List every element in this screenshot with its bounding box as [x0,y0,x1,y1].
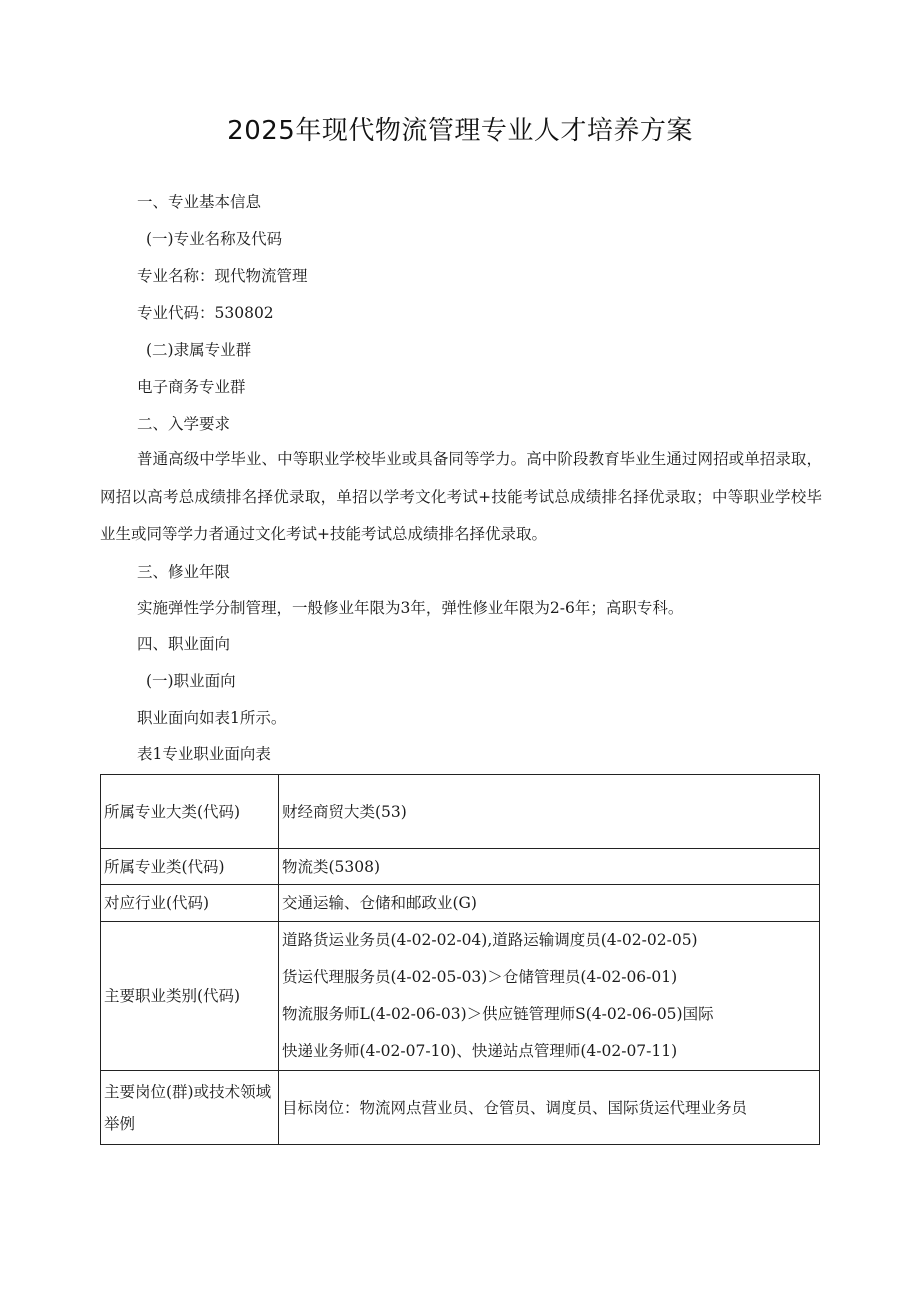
major-code: 专业代码：530802 [137,304,274,322]
section-1-heading: 一、专业基本信息 [137,193,262,211]
table-row [101,849,820,885]
major-group: 电子商务专业群 [137,378,246,396]
career-orientation-table [100,774,820,1145]
career-orientation-intro: 职业面向如表1所示。 [137,709,287,727]
table-cell-value: 财经商贸大类(53) [279,775,820,849]
table-cell-value: 交通运输、仓储和邮政业(G) [279,885,820,922]
admission-requirements-paragraph: 普通高级中学毕业、中等职业学校毕业或具备同等学力。高中阶段教育毕业生通过网招或单招录取，网招以高考总成绩排名择优录取，单招以学考文化考试+技能考试总成绩排名择优录取；中等职业学校毕业生或同等学力者通过文化考试+技能考试总成绩排名择优录取。 [100,450,822,543]
major-name: 专业名称：现代物流管理 [137,267,308,285]
table-cell-label: 主要岗位(群)或技术领域举例 [101,1071,279,1145]
table-caption: 表1专业职业面向表 [137,745,271,763]
occupation-line: 快递业务师(4-02-07-10)、快递站点管理师(4-02-07-11) [282,1042,678,1060]
table-row [101,775,820,849]
table-cell-value: 物流类(5308) [279,849,820,885]
occupation-line: 物流服务师L(4-02-06-03)＞供应链管理师S(4-02-06-05)国际 [282,1005,714,1023]
document-title: 2025年现代物流管理专业人才培养方案 [227,116,693,146]
table-cell-label: 所属专业大类(代码) [101,775,279,849]
table-cell-value: 目标岗位：物流网点营业员、仓管员、调度员、国际货运代理业务员 [279,1071,820,1145]
section-1-sub-1: (一)专业名称及代码 [146,230,283,248]
table-cell-label: 所属专业类(代码) [101,849,279,885]
occupation-line: 货运代理服务员(4-02-05-03)＞仓储管理员(4-02-06-01) [282,968,678,986]
section-3-heading: 三、修业年限 [137,563,231,581]
section-4-heading: 四、职业面向 [137,635,231,653]
table-row [101,885,820,922]
table-row [101,1071,820,1145]
study-duration-paragraph: 实施弹性学分制管理，一般修业年限为3年，弹性修业年限为2-6年；高职专科。 [137,599,684,617]
table-cell-label: 对应行业(代码) [101,885,279,922]
table-row [101,922,820,1071]
table-cell-label: 主要职业类别(代码) [101,922,279,1071]
section-2-heading: 二、入学要求 [137,415,231,433]
section-1-sub-2: (二)隶属专业群 [146,341,252,359]
table-cell-value [279,922,820,1071]
occupation-line: 道路货运业务员(4-02-02-04),道路运输调度员(4-02-02-05) [282,931,698,949]
section-4-sub-1: (一)职业面向 [146,672,236,690]
